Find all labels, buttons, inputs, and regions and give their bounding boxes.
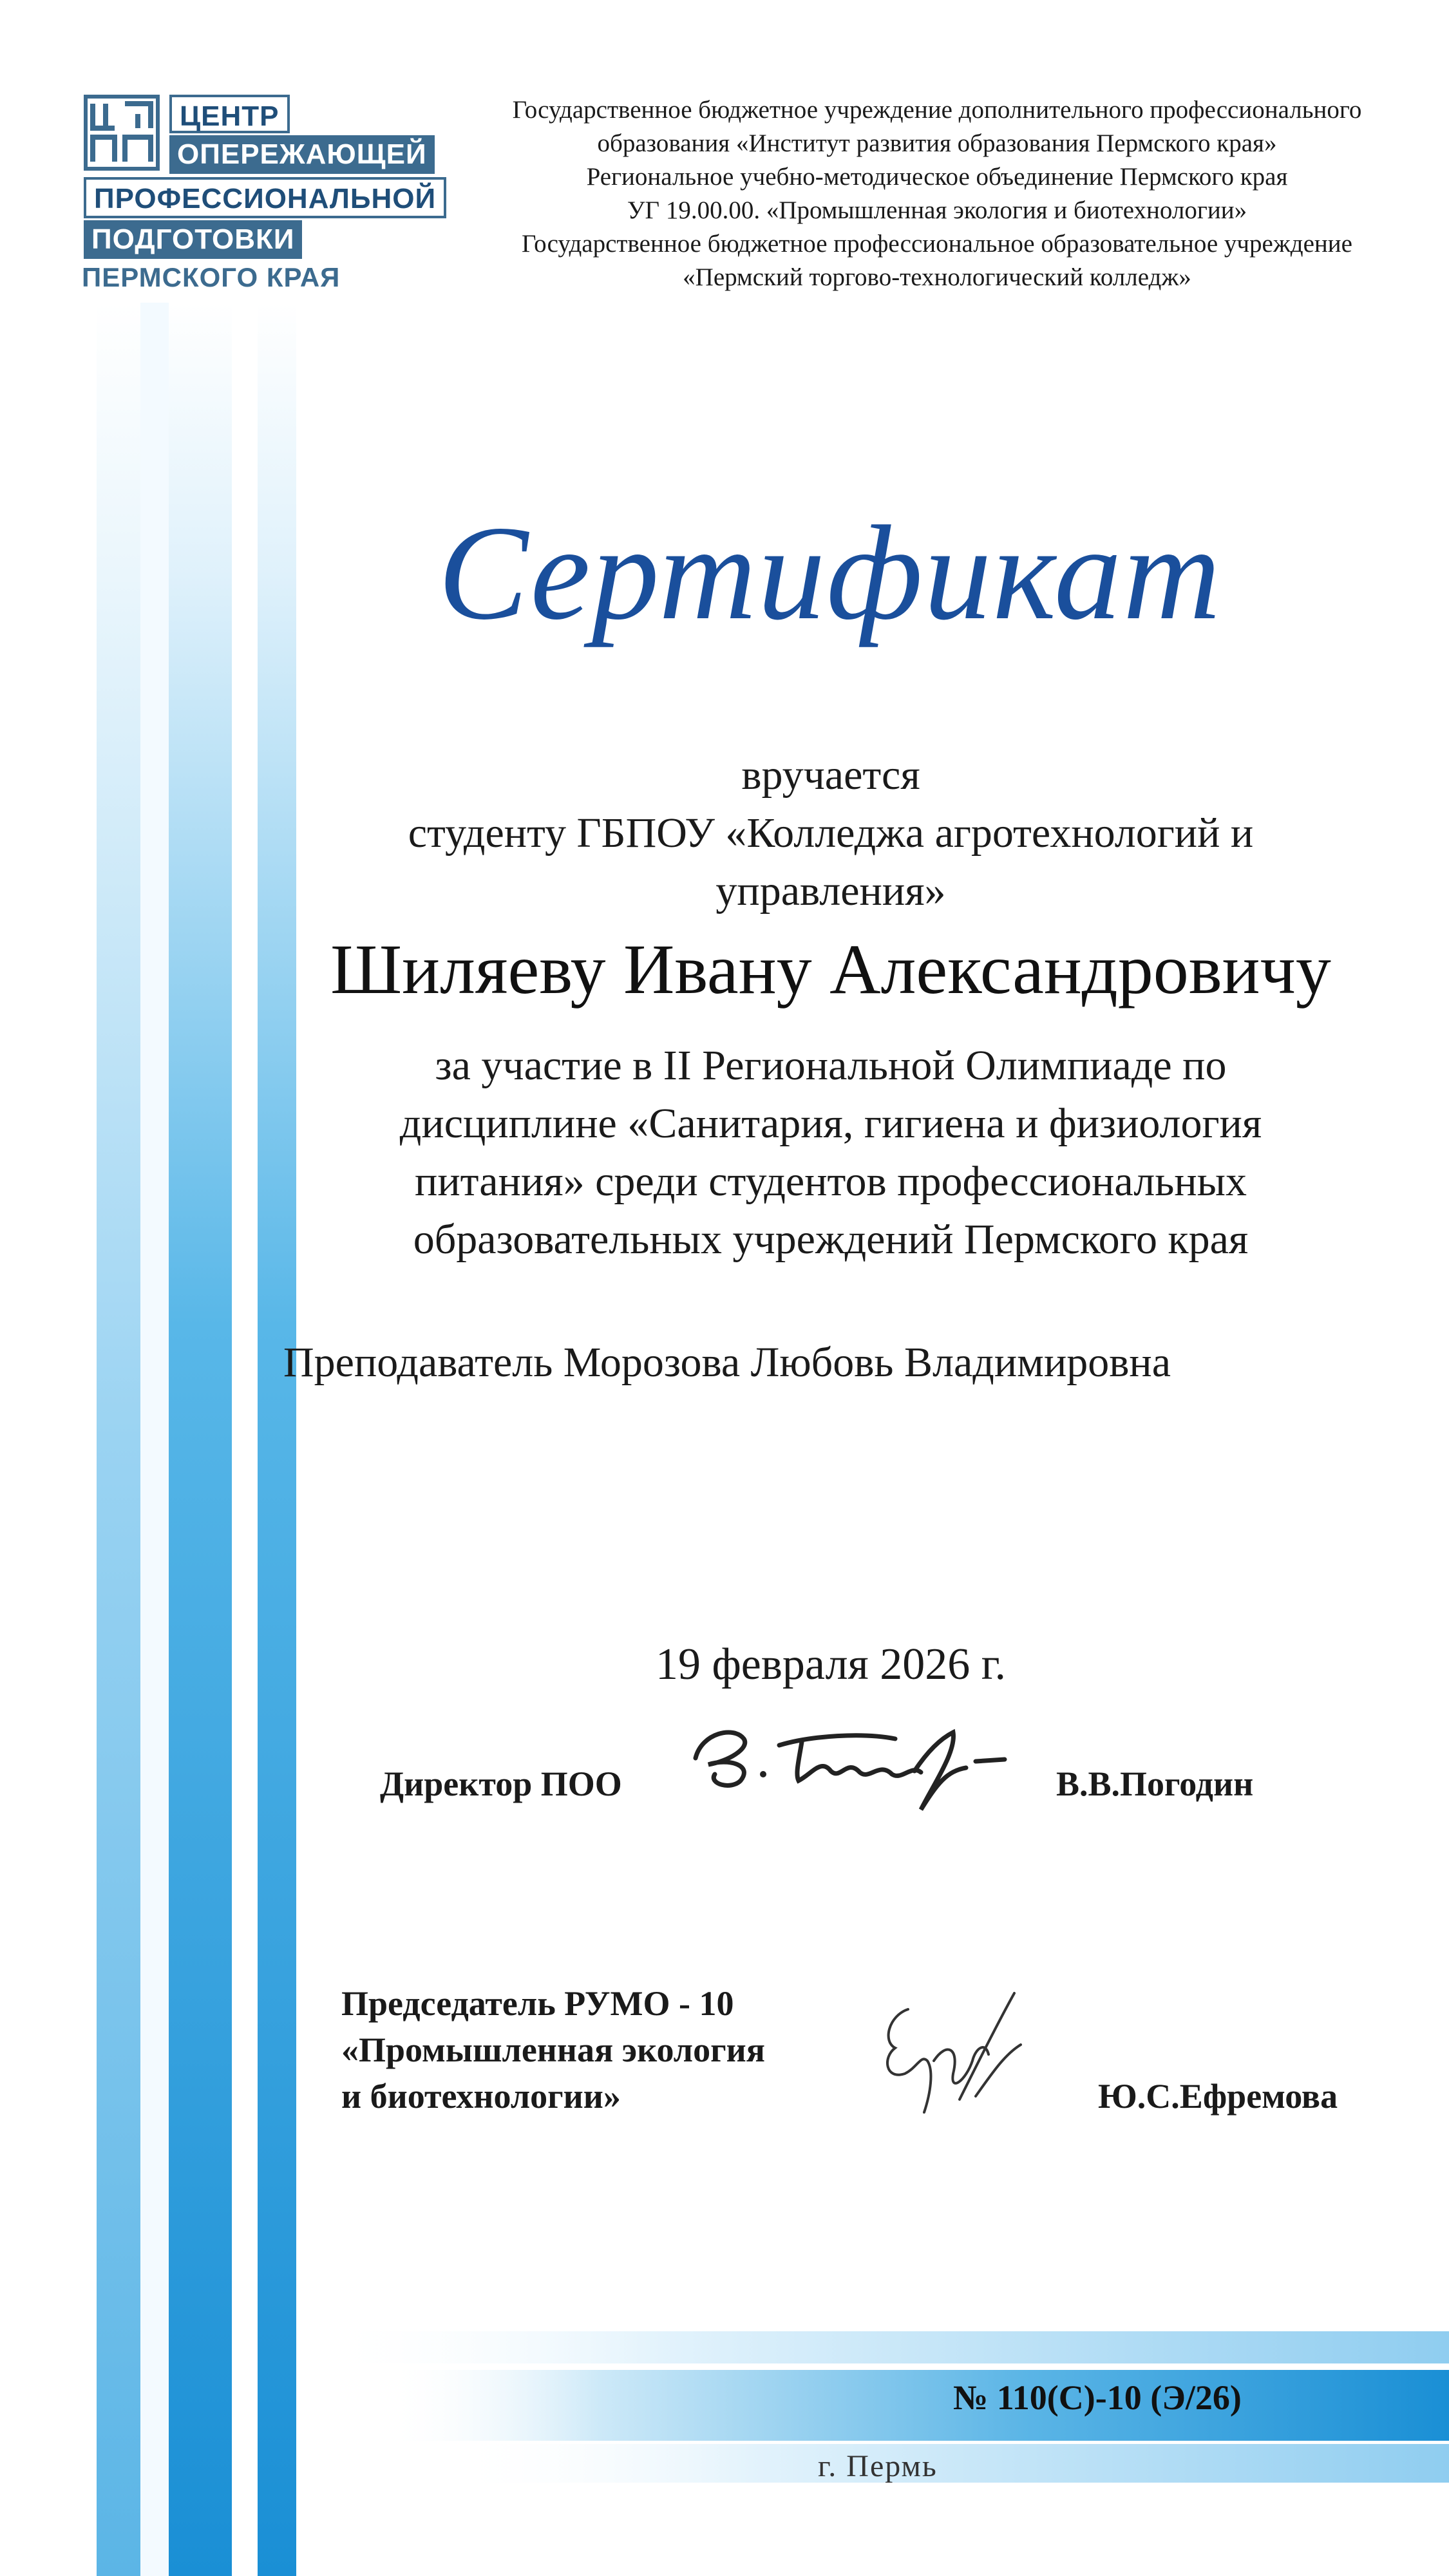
header-line: образования «Институт развития образования Пермского края» xyxy=(597,129,1277,157)
certificate-title: Сертификат xyxy=(438,498,1222,648)
student-college-line2: управления» xyxy=(715,867,946,914)
director-signature xyxy=(683,1713,1018,1823)
director-title: Директор ПОО xyxy=(380,1765,622,1803)
logo-emblem-icon xyxy=(84,95,160,171)
issue-date: 19 февраля 2026 г. xyxy=(655,1640,1007,1689)
logo-text-line4: ПОДГОТОВКИ xyxy=(84,220,302,259)
teacher-line: Преподаватель Морозова Любовь Владимировна xyxy=(283,1339,1171,1386)
city: г. Пермь xyxy=(818,2449,938,2483)
logo-text-line2: ОПЕРЕЖАЮЩЕЙ xyxy=(169,135,435,174)
logo xyxy=(80,91,473,298)
header-line: «Пермский торгово-технологический колледж» xyxy=(683,263,1191,291)
reason-line: за участие в II Региональной Олимпиаде по xyxy=(435,1042,1227,1089)
stripe-gap xyxy=(140,303,169,2576)
certificate-title-block xyxy=(438,489,1222,657)
awarded-text: вручается xyxy=(741,752,920,799)
header-line: Государственное бюджетное профессиональное образовательное учреждение xyxy=(522,230,1352,258)
stripe-3 xyxy=(258,303,296,2576)
issuer-header xyxy=(438,93,1436,294)
award-reason xyxy=(283,1037,1378,1269)
logo-text-line5: ПЕРМСКОГО КРАЯ xyxy=(82,262,341,292)
student-college-line: студенту ГБПОУ «Колледжа агротехнологий и xyxy=(408,810,1254,857)
chair-title-line: Председатель РУМО - 10 xyxy=(341,1984,734,2023)
reason-line: питания» среди студентов профессиональных xyxy=(415,1158,1247,1205)
chair-signature xyxy=(863,1984,1030,2125)
chair-name: Ю.С.Ефремова xyxy=(1098,2077,1338,2116)
header-line: Региональное учебно-методическое объединение Пермского края xyxy=(586,163,1288,191)
recipient-name: Шиляеву Ивану Александровичу xyxy=(330,930,1331,1009)
stripe-1 xyxy=(97,303,142,2576)
header-line: УГ 19.00.00. «Промышленная экология и биотехнологии» xyxy=(627,196,1247,224)
logo-text-line1: ЦЕНТР xyxy=(169,95,290,133)
stripe-2 xyxy=(169,303,232,2576)
reason-line: образовательных учреждений Пермского края xyxy=(413,1216,1249,1263)
chair-title-line: «Промышленная экология xyxy=(341,2031,765,2069)
header-line: Государственное бюджетное учреждение дополнительного профессионального xyxy=(512,96,1362,124)
chair-title-line: и биотехнологии» xyxy=(341,2077,621,2116)
chair-title xyxy=(341,1980,765,2119)
certificate-number: № 110(С)-10 (Э/26) xyxy=(953,2378,1242,2417)
director-name: В.В.Погодин xyxy=(1056,1765,1254,1803)
reason-line: дисциплине «Санитария, гигиена и физиология xyxy=(399,1100,1262,1147)
logo-text-line3: ПРОФЕССИОНАЛЬНОЙ xyxy=(84,177,446,218)
